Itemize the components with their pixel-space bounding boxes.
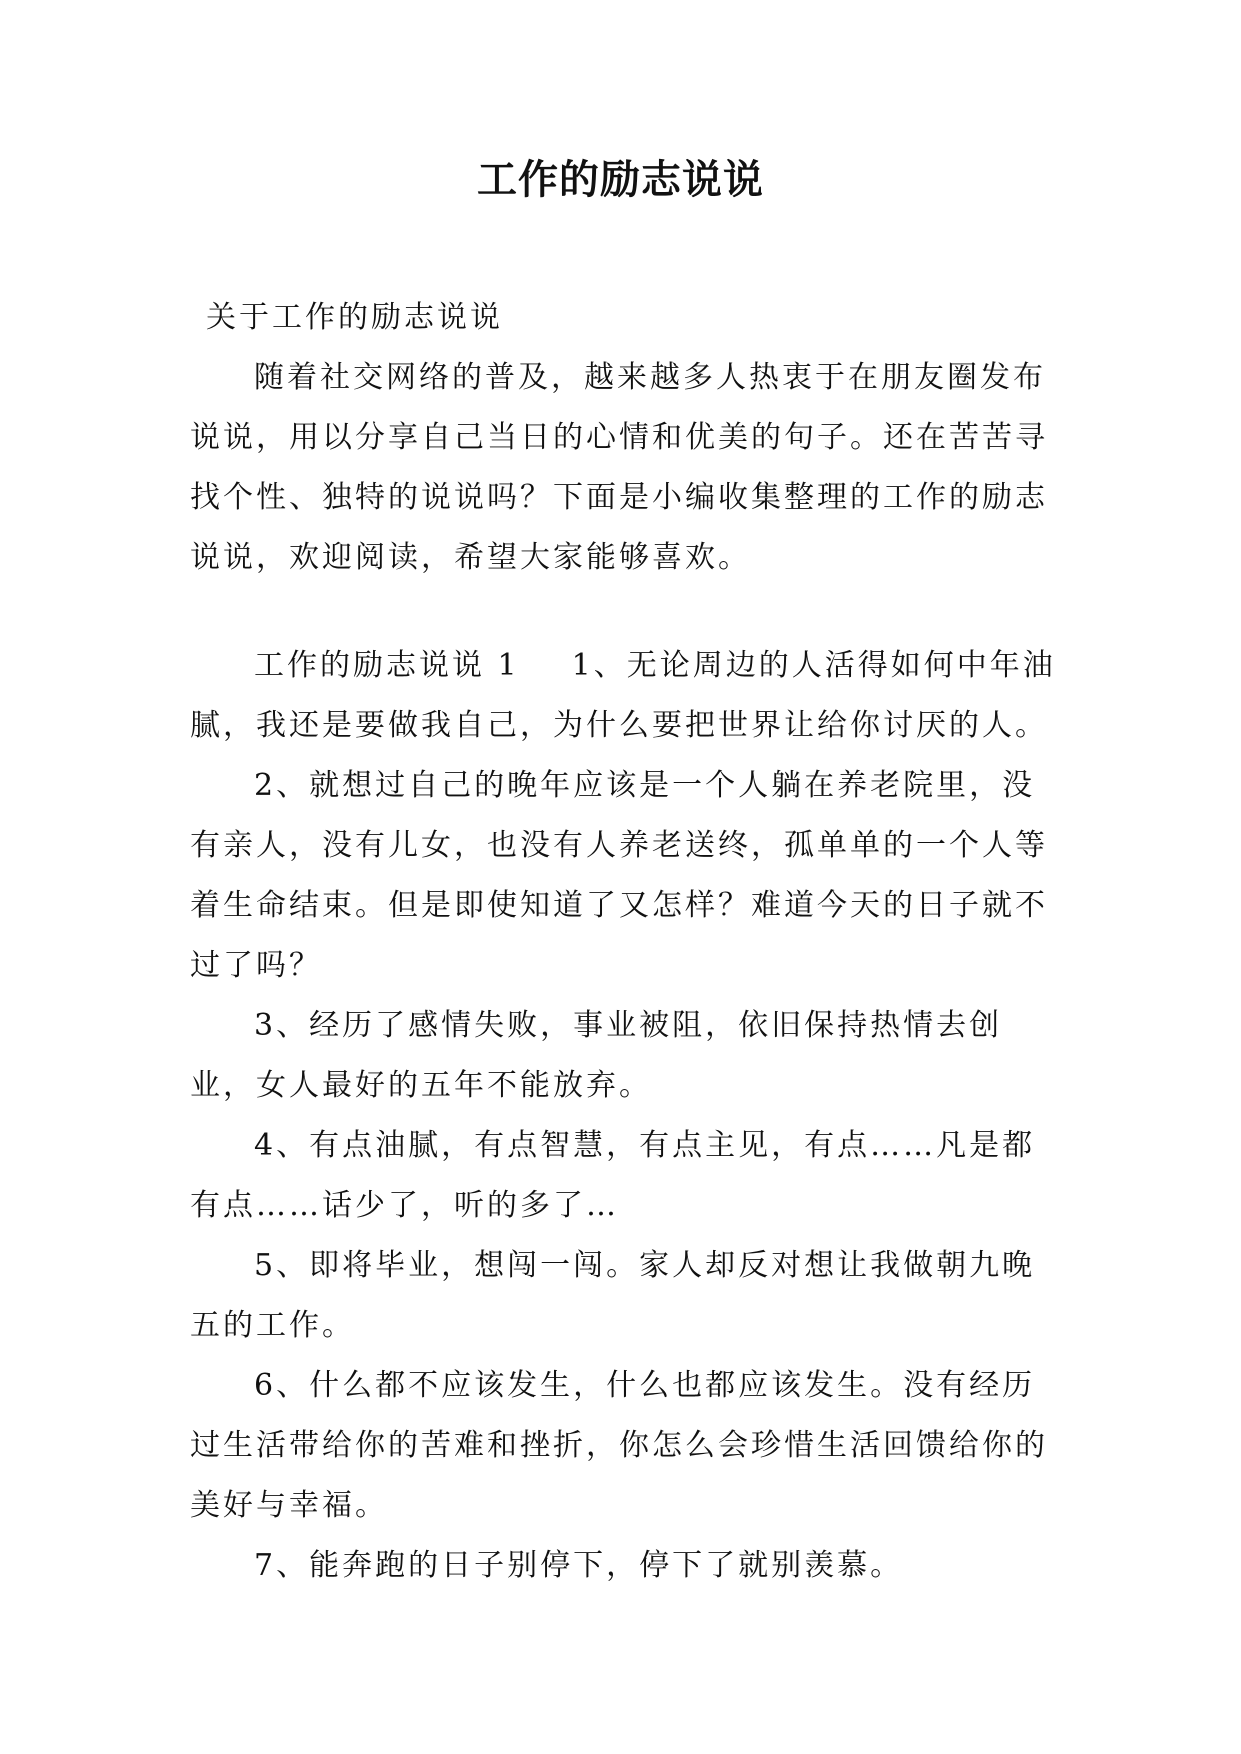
quote-text: 1、无论周边的人活得如何中年油腻，我还是要做我自己，为什么要把世界让给你讨厌的人。 [190, 648, 1056, 743]
quote-item-4: 4、有点油腻，有点智慧，有点主见，有点……凡是都有点……话少了，听的多了… [190, 1128, 1036, 1223]
subtitle: 关于工作的励志说说 [206, 300, 503, 335]
quote-item-6: 6、什么都不应该发生，什么也都应该发生。没有经历过生活带给你的苦难和挫折，你怎么会珍惜生活回馈给你的美好与幸福。 [190, 1368, 1048, 1523]
intro-text: 随着社交网络的普及，越来越多人热衷于在朋友圈发布说说，用以分享自己当日的心情和优美的句子。还在苦苦寻找个性、独特的说说吗？下面是小编收集整理的工作的励志说说，欢迎阅读，希望大家能够喜欢。 [190, 360, 1048, 575]
page-title: 工作的励志说说 [477, 156, 764, 203]
intro-paragraph [190, 348, 1058, 588]
quote-item-7: 7、能奔跑的日子别停下，停下了就别羡慕。 [254, 1548, 904, 1583]
quotes-section [190, 636, 1058, 1596]
quote-item-1 [190, 636, 1058, 756]
quote-item-2: 2、就想过自己的晚年应该是一个人躺在养老院里，没有亲人，没有儿女，也没有人养老送终，孤单单的一个人等着生命结束。但是即使知道了又怎样？难道今天的日子就不过了吗？ [190, 768, 1048, 983]
quote-item-5: 5、即将毕业，想闯一闯。家人却反对想让我做朝九晚五的工作。 [190, 1248, 1036, 1343]
section-heading: 工作的励志说说 1 [254, 648, 520, 683]
quote-item-3: 3、经历了感情失败，事业被阻，依旧保持热情去创业，女人最好的五年不能放弃。 [190, 1008, 1003, 1103]
